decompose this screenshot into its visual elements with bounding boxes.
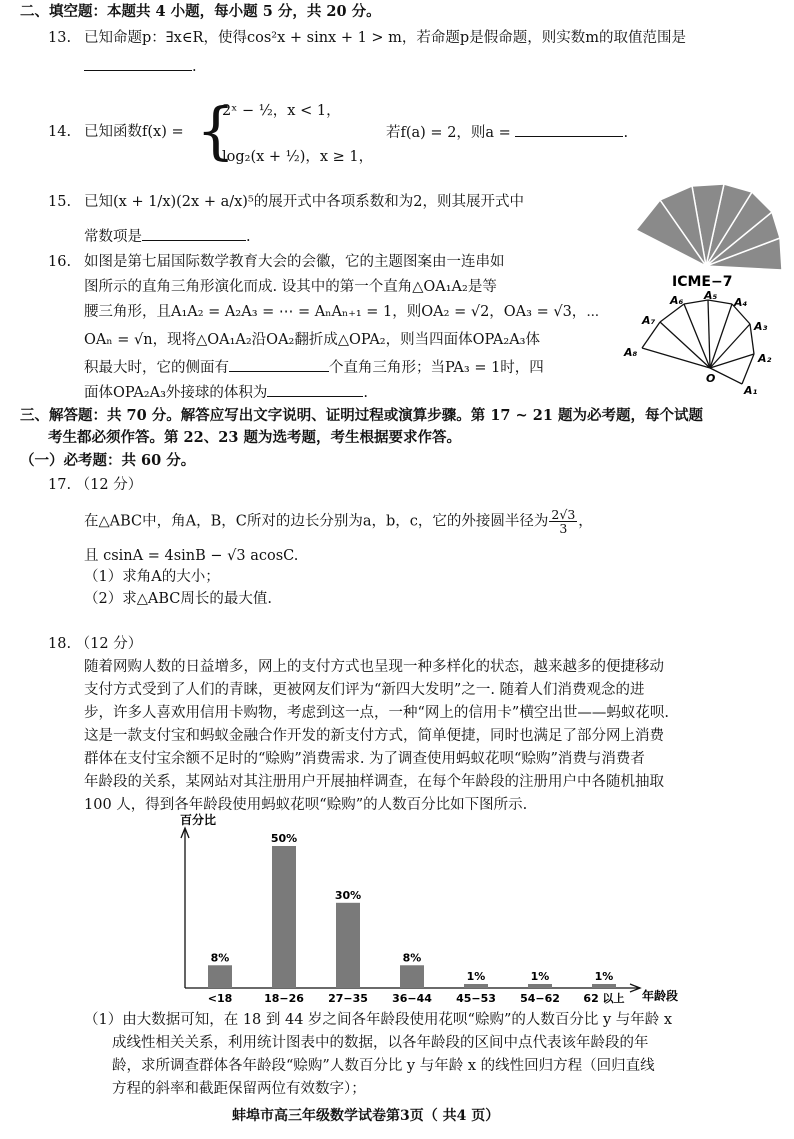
q17-number: 17. （12 分） — [48, 477, 143, 493]
q13-answer-line: . — [84, 56, 197, 77]
bar-value-label: 8% — [210, 951, 230, 965]
x-tick-label: 54−62 — [520, 992, 560, 1005]
section-heading-solutions: 三、解答题：共 70 分。解答应写出文字说明、证明过程或演算步骤。第 17 ~ 21 题为必考题，每个试题 — [20, 407, 703, 424]
q16-line4: OAₙ = √n，现将△OA₁A₂沿OA₂翻折成△OPA₂，则当四面体OPA₂A₃体 — [84, 332, 540, 348]
bar-5 — [528, 984, 552, 988]
bar-value-label: 8% — [402, 951, 422, 965]
age-percentage-bar-chart — [170, 810, 690, 1010]
q18-para-line: 随着网购人数的日益增多，网上的支付方式也呈现一种多样化的状态，越来越多的便捷移动 — [84, 659, 664, 675]
q16-number: 16. — [48, 254, 72, 270]
answer-blank[interactable] — [84, 56, 192, 71]
answer-blank[interactable] — [515, 122, 623, 137]
q18-para-line: 这是一款支付宝和蚂蚁金融合作开发的新支付方式，简单便捷，同时也满足了部分网上消费 — [84, 728, 664, 744]
y-axis-label: 百分比 — [180, 813, 217, 827]
label-a3: A₃ — [754, 320, 768, 333]
icme-logo-emblem — [636, 184, 782, 270]
bar-2 — [336, 903, 360, 988]
bar-0 — [208, 965, 232, 988]
q15-text: 已知(x + 1/x)(2x + a/x)⁵的展开式中各项系数和为2，则其展开式中 — [84, 194, 524, 210]
label-a8: A₈ — [624, 346, 638, 359]
section-heading-solutions-cont: 考生都必须作答。第 22、23 题为选考题，考生根据要求作答。 — [48, 429, 461, 446]
q18-para-line: 支付方式受到了人们的青睐，更被网友们评为“新四大发明”之一. 随着人们消费观念的进 — [84, 682, 645, 698]
bar-3 — [400, 965, 424, 988]
q18-part1-line: （1）由大数据可知，在 18 到 44 岁之间各年龄段使用花呗“赊购”的人数百分比 y 与年龄 x — [84, 1012, 673, 1028]
answer-blank[interactable] — [142, 226, 246, 241]
q16-line2: 图所示的直角三角形演化而成. 设其中的第一个直角△OA₁A₂是等 — [84, 279, 497, 295]
x-tick-label: 18−26 — [264, 992, 304, 1005]
bar-value-label: 30% — [334, 888, 362, 902]
icme-logo-figure — [620, 182, 790, 402]
q18-para-line: 年龄段的关系，某网站对其注册用户开展抽样调查，在每个年龄段的注册用户中各随机抽取 — [84, 774, 664, 790]
q16-line1: 如图是第七届国际数学教育大会的会徽，它的主题图案由一连串如 — [84, 254, 505, 270]
q18-number: 18. （12 分） — [48, 636, 143, 652]
q17-line2: 且 csinA = 4sinB − √3 acosC. — [84, 548, 299, 564]
bar-value-label: 50% — [270, 832, 298, 845]
q13-text: 已知命题p：∃x∈R，使得cos²x + sinx + 1 > m，若命题p是假命题，则实数m的取值范围是 — [84, 30, 686, 46]
x-tick-label: 62 以上 — [583, 992, 625, 1005]
q14-case1: 2ˣ − ½，x < 1， — [222, 103, 341, 119]
q18-part1-line: 成线性相关关系，利用统计图表中的数据，以各年龄段的区间中点代表该年龄段的年 — [112, 1035, 649, 1051]
x-tick-label: 45−53 — [456, 992, 496, 1005]
label-a1: A₁ — [744, 384, 758, 397]
q18-para-line: 100 人，得到各年龄段使用蚂蚁花呗“赊购”的人数百分比如下图所示. — [84, 797, 528, 813]
q15-number: 15. — [48, 194, 72, 210]
x-tick-label: <18 — [207, 992, 233, 1005]
subsection-required: （一）必考题：共 60 分。 — [20, 452, 196, 469]
q16-line6: 面体OPA₂A₃外接球的体积为 . — [84, 382, 368, 403]
q18-part1-line: 方程的斜率和截距保留两位有效数字）； — [112, 1081, 366, 1097]
page-footer: 蚌埠市高三年级数学试卷第3页（ 共4 页） — [232, 1108, 500, 1124]
q18-para-line: 群体在支付宝余额不足时的“赊购”消费需求. 为了调查使用蚂蚁花呗“赊购”消费与消费者 — [84, 751, 645, 767]
q14-number: 14. — [48, 124, 72, 140]
q17-part1: （1）求角A的大小； — [84, 569, 220, 585]
q16-line3: 腰三角形，且A₁A₂ = A₂A₃ = ⋯ = AₙAₙ₊₁ = 1，则OA₂ = √2，OA₃ = √3，⋯ — [84, 304, 600, 320]
q14-tail: 若f(a) = 2，则a = . — [386, 122, 628, 143]
piecewise-brace: { — [196, 94, 236, 167]
bar-value-label: 1% — [530, 970, 550, 983]
label-o: O — [706, 372, 716, 385]
bar-6 — [592, 984, 616, 988]
label-a2: A₂ — [758, 352, 772, 365]
bar-1 — [272, 846, 296, 988]
q16-line5: 积最大时，它的侧面有 个直角三角形；当PA₃ = 1时，四 — [84, 357, 544, 378]
x-axis-label: 年龄段 — [642, 989, 679, 1003]
section-heading-fill-in: 二、填空题：本题共 4 小题，每小题 5 分，共 20 分。 — [20, 3, 381, 20]
answer-blank[interactable] — [229, 357, 329, 372]
logo-caption: ICME−7 — [672, 274, 733, 290]
q18-part1-line: 龄，求所调查群体各年龄段“赊购”人数百分比 y 与年龄 x 的线性回归方程（回归直线 — [112, 1058, 655, 1074]
spiral-triangles — [642, 300, 754, 384]
q18-para-line: 步，许多人喜欢用信用卡购物，考虑到这一点，一种“网上的信用卡”横空出世——蚂蚁花呗. — [84, 705, 669, 721]
label-a4: A₄ — [734, 296, 748, 309]
label-a6: A₆ — [670, 294, 684, 307]
bar-value-label: 1% — [594, 970, 614, 983]
q14-lead: 已知函数f(x) = — [84, 124, 184, 140]
label-a7: A₇ — [642, 314, 656, 327]
q17-line1: 在△ABC中，角A，B，C所对的边长分别为a，b，c，它的外接圆半径为 $\frac{2√3}{3}$ ， — [84, 507, 593, 536]
x-tick-label: 27−35 — [328, 992, 368, 1005]
x-tick-label: 36−44 — [392, 992, 432, 1005]
label-a5: A₅ — [704, 289, 718, 302]
bar-4 — [464, 984, 488, 988]
bar-value-label: 1% — [466, 970, 486, 983]
answer-blank[interactable] — [267, 382, 363, 397]
q14-case2: log₂(x + ½)，x ≥ 1， — [222, 149, 374, 165]
q15-answer-line: 常数项是 . — [84, 226, 251, 247]
q13-number: 13. — [48, 30, 72, 46]
q17-part2: （2）求△ABC周长的最大值. — [84, 591, 272, 607]
